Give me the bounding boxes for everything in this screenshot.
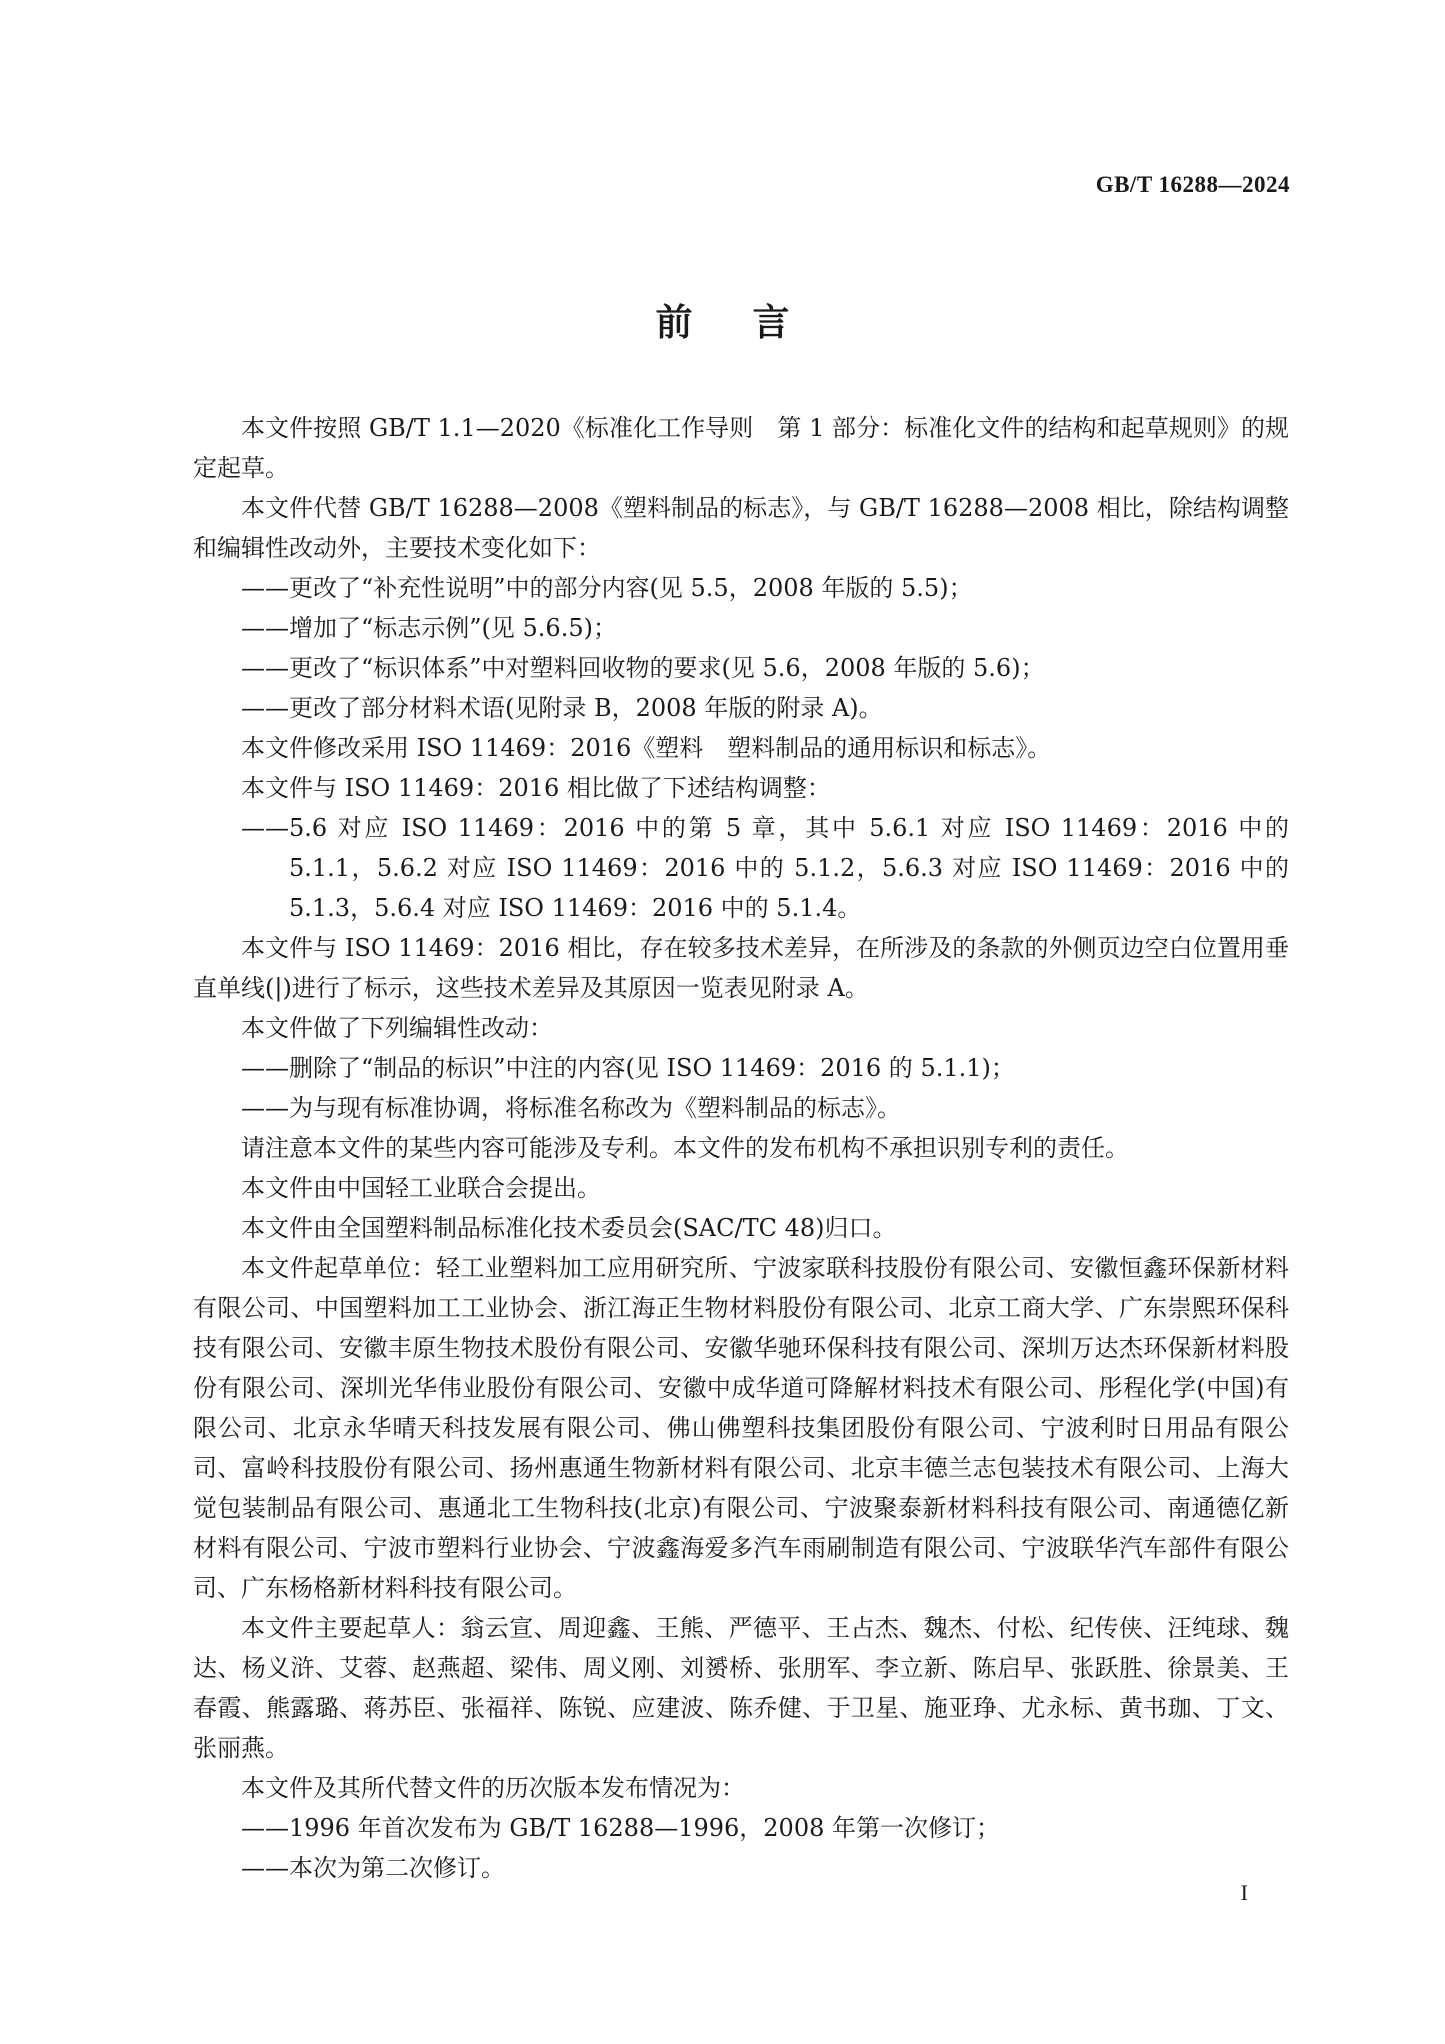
list-item: ——为与现有标准协调，将标准名称改为《塑料制品的标志》。	[241, 1094, 901, 1122]
paragraph: 本文件由全国塑料制品标准化技术委员会(SAC/TC 48)归口。	[241, 1214, 897, 1242]
paragraph: 本文件与 ISO 11469：2016 相比做了下述结构调整：	[241, 774, 831, 802]
paragraph: 本文件做了下列编辑性改动：	[241, 1014, 553, 1042]
list-item: ——更改了“补充性说明”中的部分内容(见 5.5，2008 年版的 5.5)；	[241, 574, 973, 602]
standard-code: GB/T 16288—2024	[1095, 172, 1290, 197]
paragraph: 本文件主要起草人：翁云宣、周迎鑫、王熊、严德平、王占杰、魏杰、付松、纪传侠、汪纯球、魏达、杨义浒、艾蓉、赵燕超、梁伟、周义刚、刘赟桥、张朋军、李立新、陈启早、张跃胜、徐景美、王春霞、熊露璐、蒋苏臣、张福祥、陈锐、应建波、陈乔健、于卫星、施亚琤、尤永标、黄书珈、丁文、张丽燕。	[193, 1614, 1289, 1762]
list-item: ——更改了部分材料术语(见附录 B，2008 年版的附录 A)。	[241, 694, 883, 722]
paragraph: 请注意本文件的某些内容可能涉及专利。本文件的发布机构不承担识别专利的责任。	[241, 1134, 1129, 1162]
page-title: 前言	[655, 300, 850, 344]
document-body	[193, 408, 1289, 1888]
list-item: ——1996 年首次发布为 GB/T 16288—1996，2008 年第一次修订；	[241, 1814, 1000, 1842]
paragraph: 本文件修改采用 ISO 11469：2016《塑料 塑料制品的通用标识和标志》。	[241, 734, 1052, 762]
list-item: ——本次为第二次修订。	[241, 1854, 505, 1882]
paragraph: 本文件与 ISO 11469：2016 相比，存在较多技术差异，在所涉及的条款的外侧页边空白位置用垂直单线(|)进行了标示，这些技术差异及其原因一览表见附录 A。	[193, 934, 1289, 1002]
paragraph: 本文件及其所代替文件的历次版本发布情况为：	[241, 1774, 745, 1802]
page-number: I	[1240, 1880, 1248, 1905]
paragraph: 本文件由中国轻工业联合会提出。	[241, 1174, 601, 1202]
list-item: ——更改了“标识体系”中对塑料回收物的要求(见 5.6，2008 年版的 5.6)；	[241, 654, 1045, 682]
paragraph: 本文件起草单位：轻工业塑料加工应用研究所、宁波家联科技股份有限公司、安徽恒鑫环保新材料有限公司、中国塑料加工工业协会、浙江海正生物材料股份有限公司、北京工商大学、广东崇熙环保科技有限公司、安徽丰原生物技术股份有限公司、安徽华驰环保科技有限公司、深圳万达杰环保新材料股份有限公司、深圳光华伟业股份有限公司、安徽中成华道可降解材料技术有限公司、彤程化学(中国)有限公司、北京永华晴天科技发展有限公司、佛山佛塑科技集团股份有限公司、宁波利时日用品有限公司、富岭科技股份有限公司、扬州惠通生物新材料有限公司、北京丰德兰志包装技术有限公司、上海大觉包装制品有限公司、惠通北工生物科技(北京)有限公司、宁波聚泰新材料科技有限公司、南通德亿新材料有限公司、宁波市塑料行业协会、宁波鑫海爱多汽车雨刷制造有限公司、宁波联华汽车部件有限公司、广东杨格新材料科技有限公司。	[193, 1254, 1289, 1602]
paragraph: 本文件代替 GB/T 16288—2008《塑料制品的标志》，与 GB/T 16288—2008 相比，除结构调整和编辑性改动外，主要技术变化如下：	[193, 494, 1289, 562]
list-item: ——删除了“制品的标识”中注的内容(见 ISO 11469：2016 的 5.1.1)；	[241, 1054, 1015, 1082]
list-item: ——5.6 对应 ISO 11469：2016 中的第 5 章，其中 5.6.1 对应 ISO 11469：2016 中的 5.1.1，5.6.2 对应 ISO 11469：2016 中的 5.1.2，5.6.3 对应 ISO 11469：2016 中的 5.1.3，5.6.4 对应 ISO 11469：2016 中的 5.1.4。	[241, 814, 1289, 922]
list-item: ——增加了“标志示例”(见 5.6.5)；	[241, 614, 617, 642]
paragraph: 本文件按照 GB/T 1.1—2020《标准化工作导则 第 1 部分：标准化文件的结构和起草规则》的规定起草。	[193, 414, 1289, 482]
